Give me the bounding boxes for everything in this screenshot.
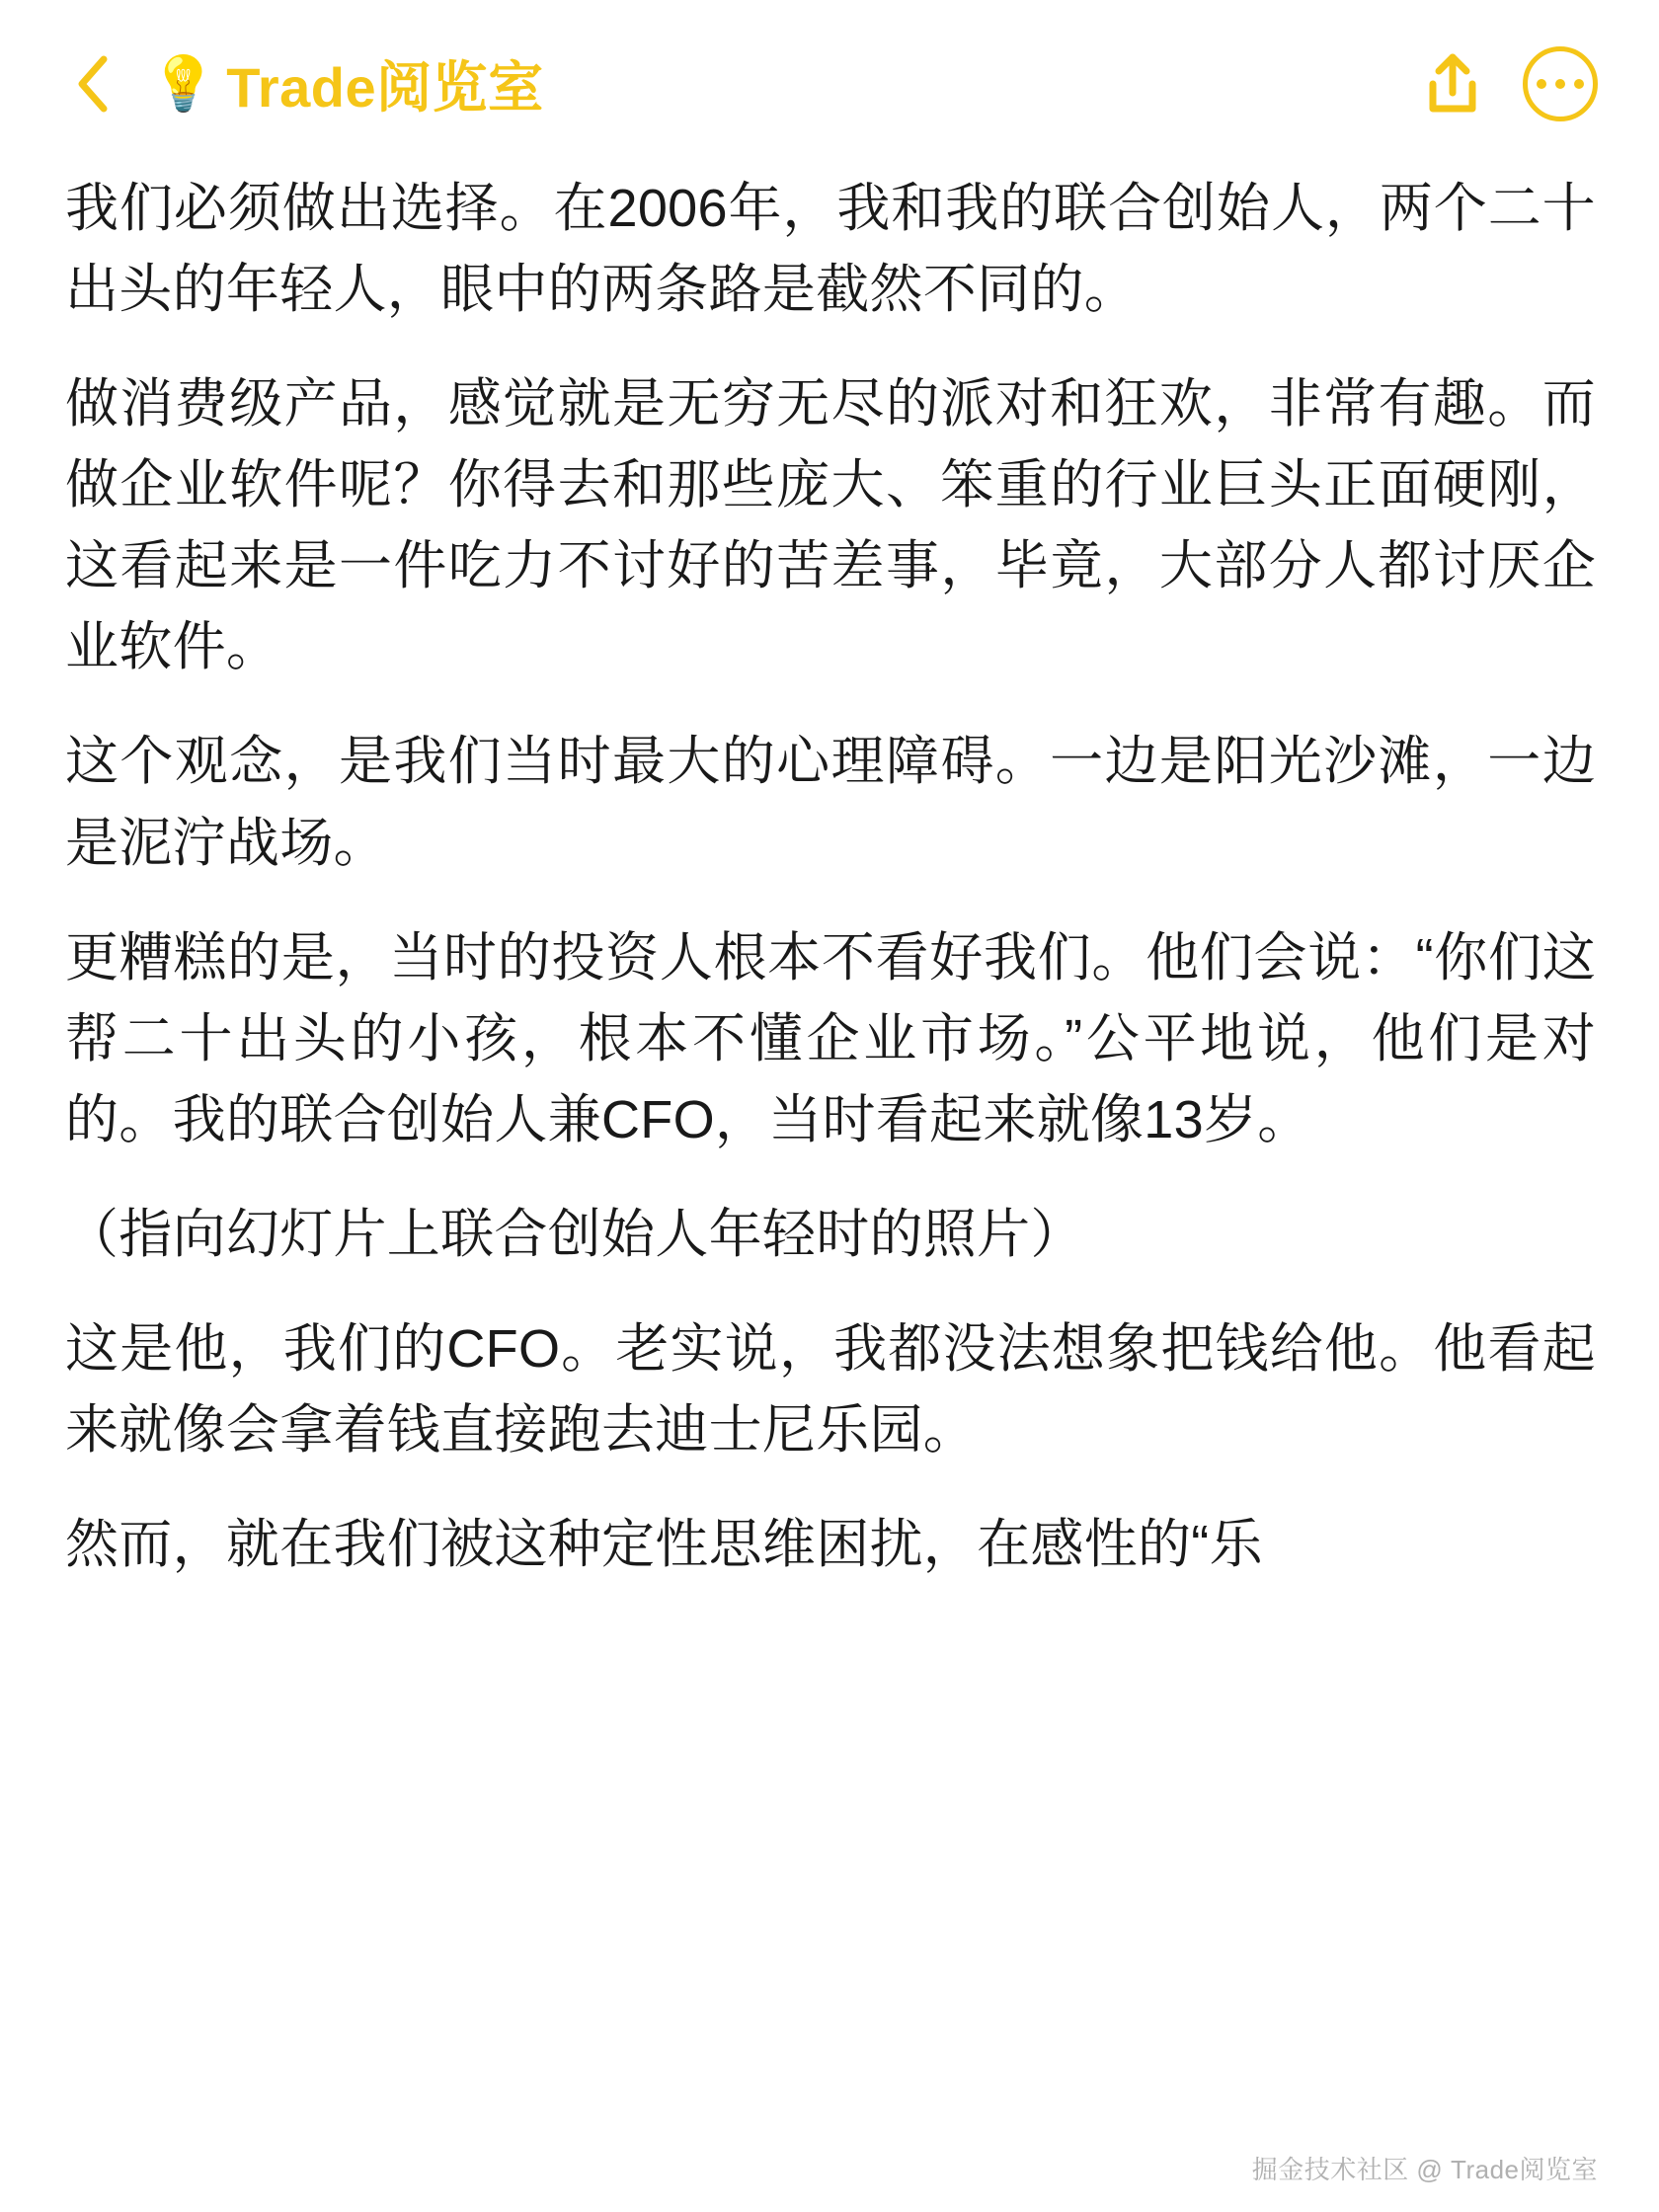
more-dot-2 [1555, 79, 1565, 89]
article-paragraph: 然而，就在我们被这种定性思维困扰，在感性的“乐 [65, 1515, 1263, 1575]
share-upload-icon[interactable] [1422, 49, 1483, 118]
app-header [0, 0, 1659, 168]
page-title-text: Trade阅览室 [226, 56, 544, 118]
article-paragraph: 做消费级产品，感觉就是无穷无尽的派对和狂欢，非常有趣。而做企业软件呢？你得去和那些庞大、笨重的行业巨头正面硬刚，这看起来是一件吃力不讨好的苦差事，毕竟，大部分人都讨厌企业软件。 [65, 374, 1596, 677]
lightbulb-icon: 💡 [150, 54, 217, 114]
article-paragraph: （指向幻灯片上联合创始人年轻时的照片） [65, 1204, 1084, 1264]
article-body [0, 168, 1659, 1585]
article-paragraph: 这个观念，是我们当时最大的心理障碍。一边是阳光沙滩，一边是泥泞战场。 [65, 732, 1596, 873]
watermark: 掘金技术社区 @ Trade阅览室 [1251, 2155, 1598, 2184]
article-paragraph: 更糟糕的是，当时的投资人根本不看好我们。他们会说：“你们这帮二十出头的小孩，根本不懂企业市场。”公平地说，他们是对的。我的联合创始人兼CFO，当时看起来就像13岁。 [65, 927, 1596, 1149]
more-dot-1 [1537, 79, 1546, 89]
header-actions [1422, 46, 1598, 121]
more-options-icon[interactable] [1523, 46, 1598, 121]
article-paragraph: 这是他，我们的CFO。老实说，我都没法想象把钱给他。他看起来就像会拿着钱直接跑去迪士尼乐园。 [65, 1318, 1596, 1461]
chevron-left-icon[interactable] [69, 49, 115, 118]
more-dot-3 [1574, 79, 1584, 89]
article-paragraph: 我们必须做出选择。在2006年，我和我的联合创始人，两个二十出头的年轻人，眼中的两条路是截然不同的。 [65, 179, 1596, 320]
page-title [150, 44, 1422, 123]
